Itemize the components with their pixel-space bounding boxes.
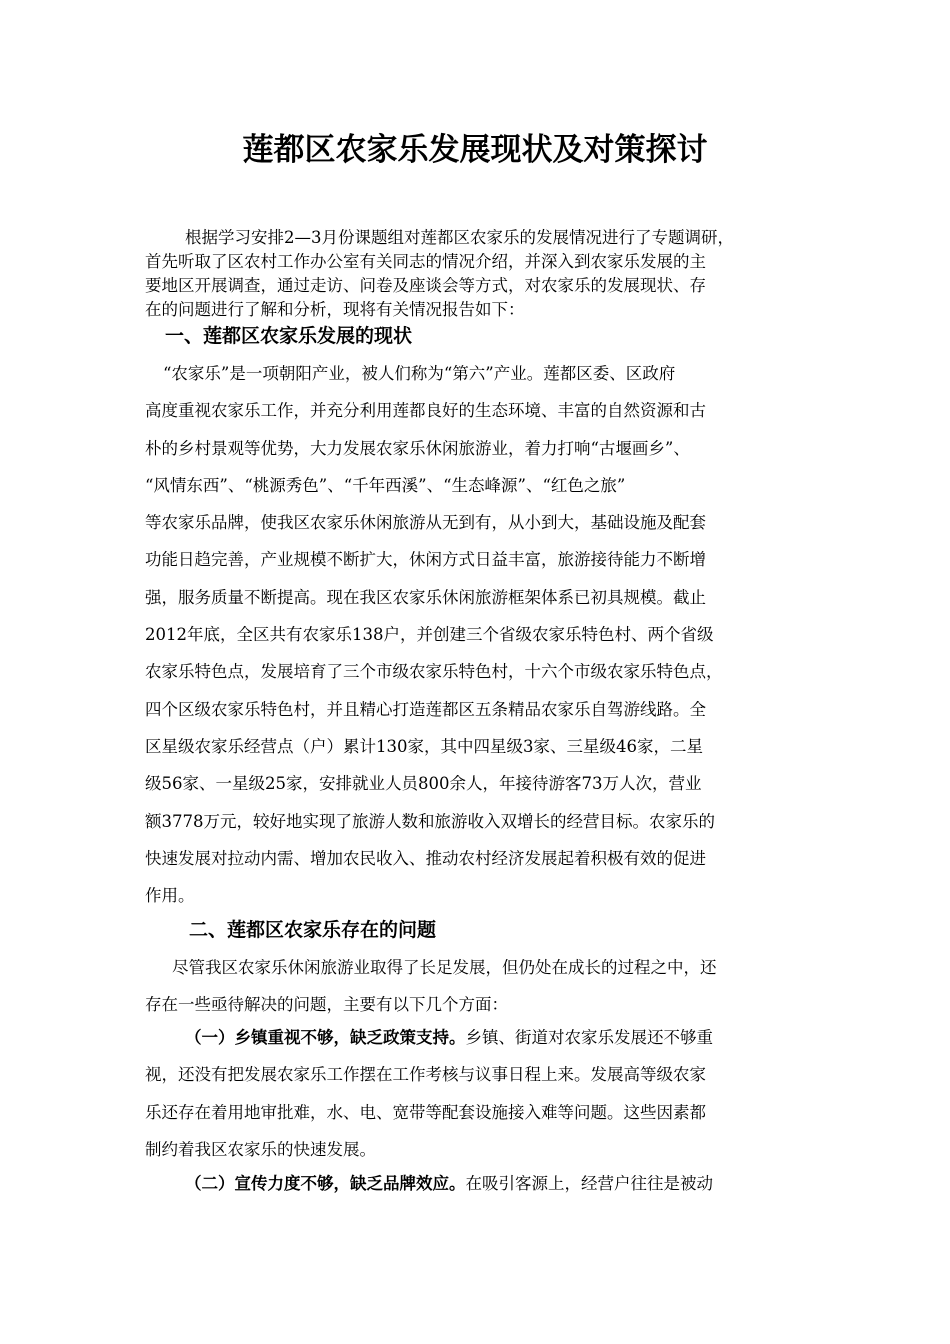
text-line: 功能日趋完善，产业规模不断扩大，休闲方式日益丰富，旅游接待能力不断增 bbox=[145, 550, 706, 570]
problem-1-text: 乡镇、街道对农家乐发展还不够重 bbox=[465, 1028, 713, 1047]
section-heading-problems: 二、莲都区农家乐存在的问题 bbox=[189, 919, 437, 941]
section-heading-status: 一、莲都区农家乐发展的现状 bbox=[165, 325, 413, 347]
text-line: 高度重视农家乐工作，并充分利用莲都良好的生态环境、丰富的自然资源和古 bbox=[145, 401, 706, 421]
intro-line: 要地区开展调查，通过走访、问卷及座谈会等方式，对农家乐的发展现状、存 bbox=[145, 276, 706, 295]
text-line: 快速发展对拉动内需、增加农民收入、推动农村经济发展起着积极有效的促进 bbox=[145, 848, 706, 868]
intro-line: 首先听取了区农村工作办公室有关同志的情况介绍，并深入到农家乐发展的主 bbox=[145, 252, 706, 271]
text-line bbox=[145, 1165, 825, 1202]
text-line: 农家乐特色点，发展培育了三个市级农家乐特色村，十六个市级农家乐特色点， bbox=[145, 662, 723, 682]
text-line: 级56家、一星级25家，安排就业人员800余人，年接待游客73万人次，营业 bbox=[145, 774, 702, 794]
section1-paragraph bbox=[145, 355, 825, 914]
section2-paragraph bbox=[145, 949, 825, 1024]
text-line: 乐还存在着用地审批难，水、电、宽带等配套设施接入难等问题。这些因素都 bbox=[145, 1102, 706, 1122]
text-line: 朴的乡村景观等优势，大力发展农家乐休闲旅游业，着力打响“古堰画乡”、 bbox=[145, 438, 690, 458]
intro-line: 根据学习安排2—3月份课题组对莲都区农家乐的发展情况进行了专题调研， bbox=[185, 228, 734, 247]
problem-2-heading: （二）宣传力度不够，缺乏品牌效应。 bbox=[185, 1174, 466, 1193]
text-line: “风情东西”、“桃源秀色”、“千年西溪”、“生态峰源”、“红色之旅” bbox=[145, 475, 626, 495]
intro-line: 在的问题进行了解和分析，现将有关情况报告如下： bbox=[145, 300, 525, 319]
problem-2-text: 在吸引客源上，经营户往往是被动 bbox=[465, 1174, 713, 1193]
problem-1-heading: （一）乡镇重视不够，缺乏政策支持。 bbox=[185, 1028, 466, 1047]
problem-2-paragraph bbox=[145, 1165, 825, 1202]
text-line: 作用。 bbox=[145, 886, 195, 906]
text-line: 2012年底，全区共有农家乐138户，并创建三个省级农家乐特色村、两个省级 bbox=[145, 625, 714, 645]
intro-paragraph bbox=[145, 226, 825, 322]
text-line: 视，还没有把发展农家乐工作摆在工作考核与议事日程上来。发展高等级农家 bbox=[145, 1065, 706, 1085]
text-line: 四个区级农家乐特色村，并且精心打造莲都区五条精品农家乐自驾游线路。全 bbox=[145, 699, 706, 719]
text-line: 尽管我区农家乐休闲旅游业取得了长足发展，但仍处在成长的过程之中，还 bbox=[172, 958, 717, 977]
text-line: 存在一些亟待解决的问题，主要有以下几个方面： bbox=[145, 995, 508, 1015]
text-line bbox=[145, 1019, 825, 1056]
text-line: 强，服务质量不断提高。现在我区农家乐休闲旅游框架体系已初具规模。截止 bbox=[145, 587, 706, 607]
text-line: 制约着我区农家乐的快速发展。 bbox=[145, 1139, 376, 1159]
text-line: 区星级农家乐经营点（户）累计130家，其中四星级3家、三星级46家，二星 bbox=[145, 736, 703, 756]
text-line: 额3778万元，较好地实现了旅游人数和旅游收入双增长的经营目标。农家乐的 bbox=[145, 811, 715, 831]
problem-1-paragraph bbox=[145, 1019, 825, 1168]
document-title: 莲都区农家乐发展现状及对策探讨 bbox=[242, 132, 708, 168]
text-line: 等农家乐品牌，使我区农家乐休闲旅游从无到有，从小到大，基础设施及配套 bbox=[145, 513, 706, 533]
text-line: “农家乐”是一项朝阳产业，被人们称为“第六”产业。莲都区委、区政府 bbox=[163, 364, 676, 383]
